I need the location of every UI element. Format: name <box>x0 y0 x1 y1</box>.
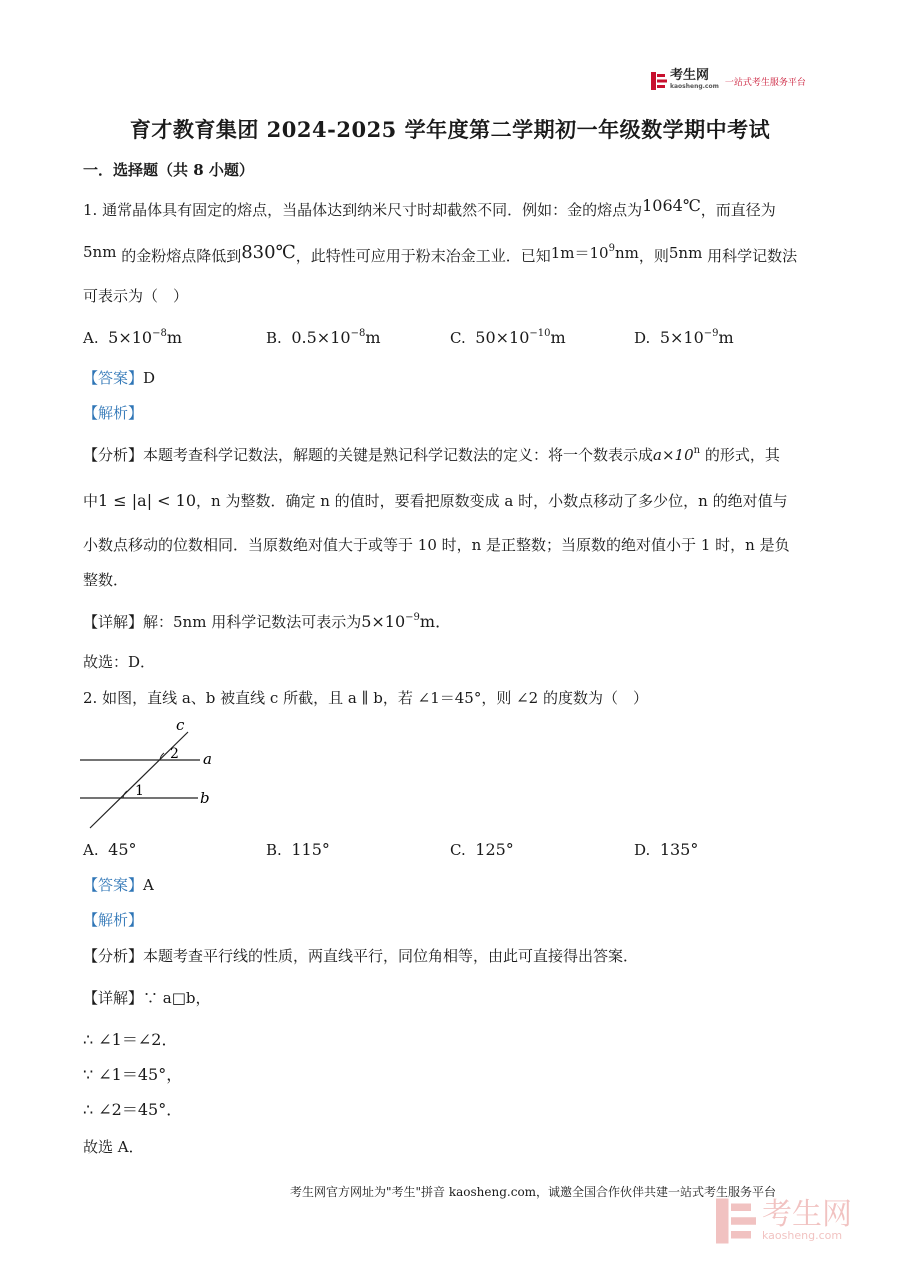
q2-analysis-tag: 【解析】 <box>83 911 144 929</box>
kaosheng-logo-icon <box>651 72 667 90</box>
q2-step3: ∴ ∠2＝45°． <box>83 1100 183 1119</box>
q1-analysis-tag: 【解析】 <box>83 404 144 422</box>
watermark-logo-icon <box>716 1198 756 1244</box>
q1-answer: 【答案】D <box>83 369 156 387</box>
q1-xiangjie: 【详解】解：5nm 用科学记数法可表示为$5\times 10^{-9}m$． <box>83 612 452 631</box>
q2-figure <box>80 716 220 832</box>
section-heading: 一．选择题（共 8 小题） <box>83 161 254 179</box>
parallel-lines-diagram <box>80 716 220 832</box>
label-a: a <box>203 750 212 768</box>
q1-guxuan: 故选：D． <box>83 653 156 671</box>
label-b: b <box>200 789 210 807</box>
header-logo[interactable] <box>651 70 806 92</box>
q2-step2: ∵ ∠1＝45°， <box>83 1065 183 1084</box>
q2-fenxi: 【分析】本题考查平行线的性质，两直线平行，同位角相等，由此可直接得出答案． <box>83 947 639 965</box>
q1-fenxi-line3: 小数点移动的位数相同．当原数绝对值大于或等于 10 时，n 是正整数；当原数的绝对值小于 1 时，n 是负 <box>83 536 790 554</box>
watermark: 考生网 kaosheng.com <box>716 1198 852 1244</box>
q2-option-b[interactable]: B. 115° <box>266 840 330 859</box>
q1-option-c[interactable]: C. $50\times 10^{-10}m$ <box>450 328 566 347</box>
label-2: 2 <box>170 746 179 762</box>
q2-stem: 2. 如图，直线 a、b 被直线 c 所截，且 a ∥ b，若 ∠1＝45°，则 ∠2 的度数为（ ） <box>83 689 648 707</box>
label-1: 1 <box>135 783 144 799</box>
q1-stem-line3: 可表示为（ ） <box>83 287 189 305</box>
q2-option-c[interactable]: C. 125° <box>450 840 514 859</box>
q2-step1: ∴ ∠1＝∠2． <box>83 1030 178 1049</box>
q2-xiangjie: 【详解】∵ a□b， <box>83 989 211 1007</box>
logo-text: 考生网 kaosheng.com <box>670 68 719 90</box>
q2-option-a[interactable]: A. 45° <box>83 840 137 859</box>
q1-option-b[interactable]: B. $0.5\times 10^{-8}m$ <box>266 328 381 347</box>
q1-stem-line2: 5nm 的金粉熔点降低到830℃，此特性可应用于粉末冶金工业．已知$1m=10^9nm$，则5nm 用科学记数法 <box>83 242 798 265</box>
q1-fenxi-line1: 【分析】本题考查科学记数法，解题的关键是熟记科学记数法的定义：将一个数表示成$a\times 10^n$ 的形式，其 <box>83 445 780 464</box>
q1-stem-line1: 1. 通常晶体具有固定的熔点，当晶体达到纳米尺寸时却截然不同．例如：金的熔点为1064℃，而直径为 <box>83 196 776 219</box>
q1-option-a[interactable]: A. $5\times 10^{-8}m$ <box>83 328 183 347</box>
label-c: c <box>176 716 185 734</box>
exam-title: 育才教育集团 2024-2025 学年度第二学期初一年级数学期中考试 <box>129 117 771 142</box>
q1-option-d[interactable]: D. $5\times 10^{-9}m$ <box>634 328 734 347</box>
q2-option-d[interactable]: D. 135° <box>634 840 699 859</box>
logo-slogan: 一站式考生服务平台 <box>724 77 806 88</box>
q1-fenxi-line4: 整数． <box>83 571 129 589</box>
q2-guxuan: 故选 A． <box>83 1138 144 1156</box>
footer-text: 考生网官方网址为"考生"拼音 kaosheng.com，诚邀全国合作伙伴共建一站式考生服务平台 <box>290 1185 777 1199</box>
q2-answer: 【答案】A <box>83 876 154 894</box>
q1-fenxi-line2: 中1 ≤ |a| < 10，n 为整数．确定 n 的值时，要看把原数变成 a 时，小数点移动了多少位，n 的绝对值与 <box>83 491 788 510</box>
